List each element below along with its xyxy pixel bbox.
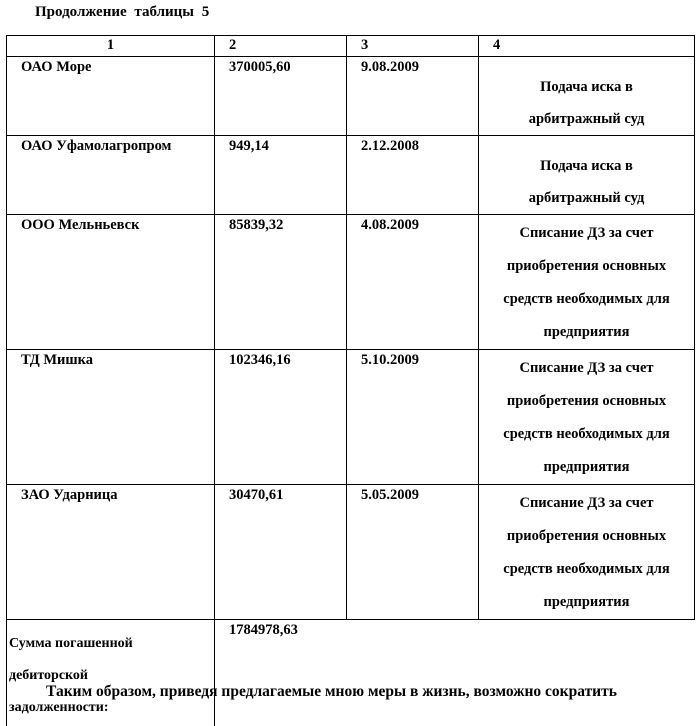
debt-date: 9.08.2009	[347, 57, 479, 136]
debt-date: 2.12.2008	[347, 136, 479, 215]
action-line: Списание ДЗ за счет	[479, 217, 694, 250]
table-row	[7, 485, 695, 620]
total-label-line: дебиторской	[9, 660, 214, 692]
debt-amount: 370005,60	[215, 57, 347, 136]
action-line: приобретения основных	[479, 385, 694, 418]
debt-action	[479, 485, 695, 620]
total-value: 1784978,63	[215, 620, 695, 726]
body-paragraph: Таким образом, приведя предлагаемые мною меры в жизнь, возможно сократить	[46, 683, 617, 701]
total-label-line: Сумма погашенной	[9, 628, 214, 660]
debtor-name: ОАО Уфамолагропром	[7, 136, 215, 215]
column-header: 1	[7, 36, 215, 57]
action-line: приобретения основных	[479, 250, 694, 283]
debtor-name: ЗАО Ударница	[7, 485, 215, 620]
action-line: Списание ДЗ за счет	[479, 352, 694, 385]
action-line: Списание ДЗ за счет	[479, 487, 694, 520]
action-line: предприятия	[479, 451, 694, 484]
action-line: средств необходимых для	[479, 283, 694, 316]
debt-action	[479, 350, 695, 485]
table-row	[7, 136, 695, 215]
debt-amount: 102346,16	[215, 350, 347, 485]
action-line: предприятия	[479, 316, 694, 349]
debt-amount: 85839,32	[215, 215, 347, 350]
table-caption: Продолжение таблицы 5	[35, 4, 209, 21]
debt-action	[479, 136, 695, 215]
column-header: 2	[215, 36, 347, 57]
total-row	[7, 620, 695, 726]
action-line: приобретения основных	[479, 520, 694, 553]
debtor-name: ТД Мишка	[7, 350, 215, 485]
debt-amount: 30470,61	[215, 485, 347, 620]
action-line: Подача иска в	[479, 150, 694, 182]
debt-date: 5.10.2009	[347, 350, 479, 485]
total-label	[7, 620, 215, 726]
action-line: средств необходимых для	[479, 553, 694, 586]
debt-action	[479, 215, 695, 350]
action-line: Подача иска в	[479, 71, 694, 103]
debt-table	[6, 35, 695, 726]
action-line: арбитражный суд	[479, 182, 694, 214]
column-header: 3	[347, 36, 479, 57]
debtor-name: ООО Мельньевск	[7, 215, 215, 350]
debtor-name: ОАО Море	[7, 57, 215, 136]
table-row	[7, 57, 695, 136]
action-line: средств необходимых для	[479, 418, 694, 451]
table-header-row	[7, 36, 695, 57]
table-row	[7, 350, 695, 485]
debt-date: 4.08.2009	[347, 215, 479, 350]
action-line: предприятия	[479, 586, 694, 619]
debt-action	[479, 57, 695, 136]
debt-date: 5.05.2009	[347, 485, 479, 620]
total-label-line: задолженности:	[9, 692, 214, 724]
column-header: 4	[479, 36, 695, 57]
debt-amount: 949,14	[215, 136, 347, 215]
table-row	[7, 215, 695, 350]
action-line: арбитражный суд	[479, 103, 694, 135]
